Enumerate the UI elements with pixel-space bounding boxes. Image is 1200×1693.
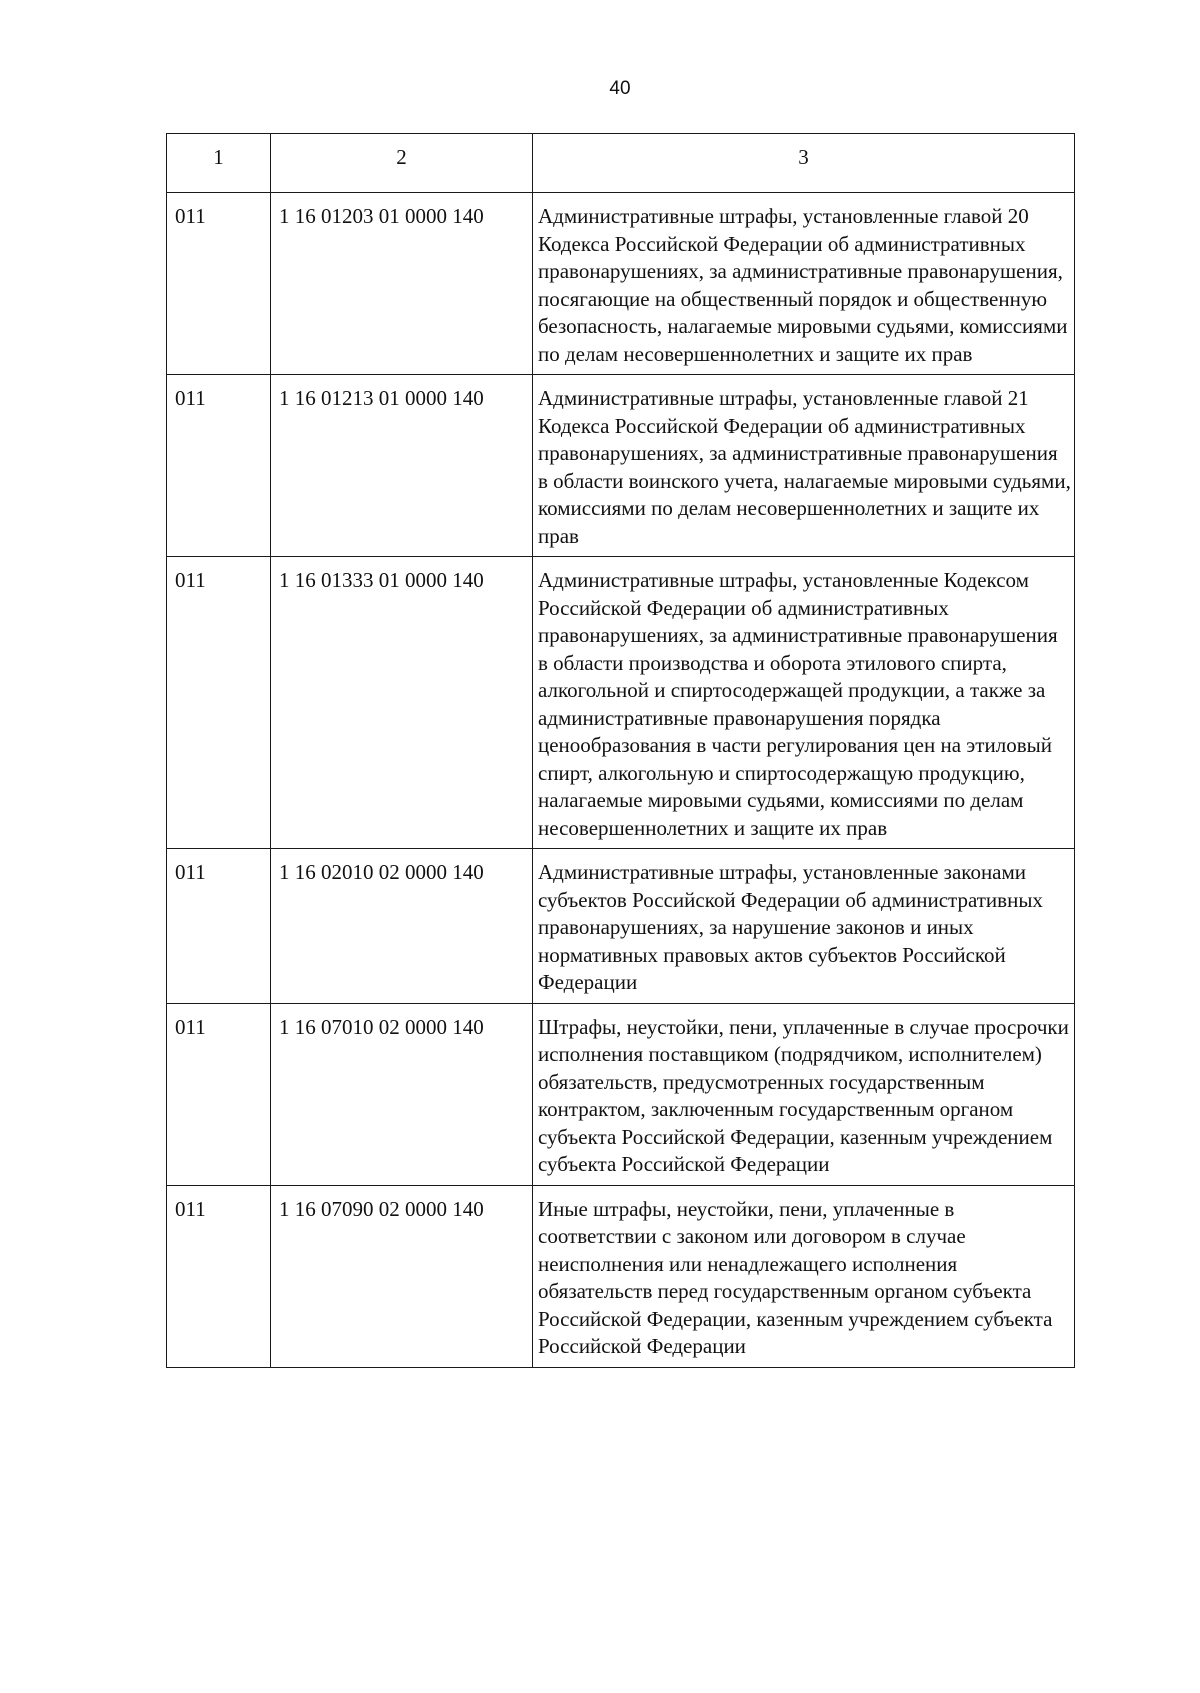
- column-header-1: 1: [167, 134, 271, 193]
- kbk-code-cell: 1 16 07010 02 0000 140: [271, 1003, 533, 1185]
- table-header-row: [167, 134, 1075, 193]
- kbk-code-cell: 1 16 01203 01 0000 140: [271, 193, 533, 375]
- admin-code-cell: 011: [167, 849, 271, 1004]
- description-cell: Административные штрафы, установленные главой 20 Кодекса Российской Федерации об административных правонарушениях, за административные правонарушения, посягающие на общественный порядок и общественную безопасность, налагаемые мировыми судьями, комиссиями по делам несовершеннолетних и защите их прав: [533, 193, 1075, 375]
- admin-code-cell: 011: [167, 375, 271, 557]
- description-cell: Штрафы, неустойки, пени, уплаченные в случае просрочки исполнения поставщиком (подрядчиком, исполнителем) обязательств, предусмотренных государственным контрактом, заключенным государственным органом субъекта Российской Федерации, казенным учреждением субъекта Российской Федерации: [533, 1003, 1075, 1185]
- budget-codes-table: [166, 133, 1075, 1368]
- table-row: [167, 1185, 1075, 1367]
- page-number: 40: [609, 78, 631, 99]
- table-row: [167, 1003, 1075, 1185]
- table-row: [167, 849, 1075, 1004]
- description-cell: Административные штрафы, установленные Кодексом Российской Федерации об административных правонарушениях, за административные правонарушения в области производства и оборота этилового спирта, алкогольной и спиртосодержащей продукции, а также за административные правонарушения порядка ценообразования в части регулирования цен на этиловый спирт, алкогольную и спиртосодержащую продукцию, налагаемые мировыми судьями, комиссиями по делам несовершеннолетних и защите их прав: [533, 557, 1075, 849]
- column-header-3: 3: [533, 134, 1075, 193]
- kbk-code-cell: 1 16 01333 01 0000 140: [271, 557, 533, 849]
- description-cell: Иные штрафы, неустойки, пени, уплаченные в соответствии с законом или договором в случае неисполнения или ненадлежащего исполнения обязательств перед государственным органом субъекта Российской Федерации, казенным учреждением субъекта Российской Федерации: [533, 1185, 1075, 1367]
- admin-code-cell: 011: [167, 193, 271, 375]
- admin-code-cell: 011: [167, 1185, 271, 1367]
- admin-code-cell: 011: [167, 557, 271, 849]
- table-row: [167, 375, 1075, 557]
- description-cell: Административные штрафы, установленные главой 21 Кодекса Российской Федерации об административных правонарушениях, за административные правонарушения в области воинского учета, налагаемые мировыми судьями, комиссиями по делам несовершеннолетних и защите их прав: [533, 375, 1075, 557]
- description-cell: Административные штрафы, установленные законами субъектов Российской Федерации об административных правонарушениях, за нарушение законов и иных нормативных правовых актов субъектов Российской Федерации: [533, 849, 1075, 1004]
- column-header-2: 2: [271, 134, 533, 193]
- kbk-code-cell: 1 16 07090 02 0000 140: [271, 1185, 533, 1367]
- table-row: [167, 557, 1075, 849]
- table-row: [167, 193, 1075, 375]
- kbk-code-cell: 1 16 02010 02 0000 140: [271, 849, 533, 1004]
- admin-code-cell: 011: [167, 1003, 271, 1185]
- kbk-code-cell: 1 16 01213 01 0000 140: [271, 375, 533, 557]
